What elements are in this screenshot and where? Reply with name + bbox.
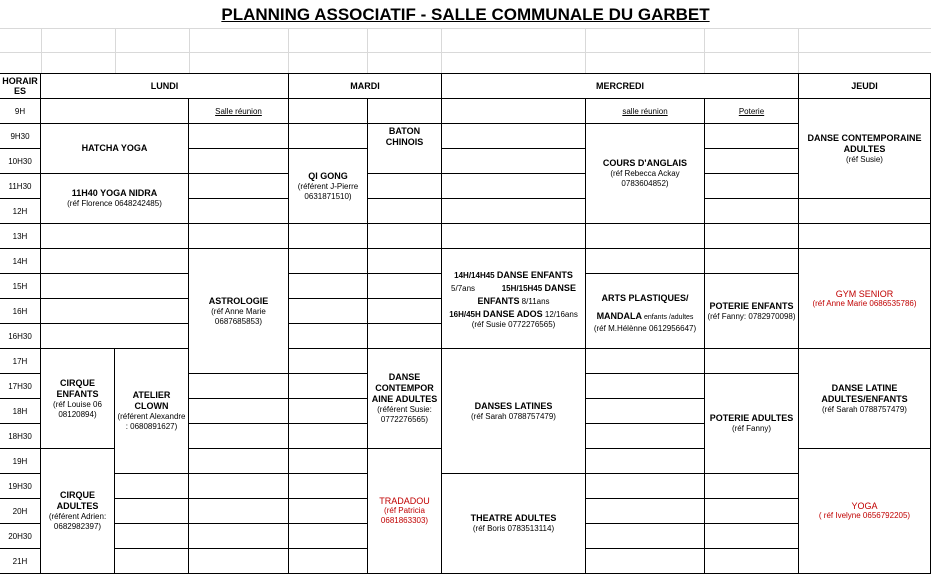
activity-yoga-nidra — [41, 174, 189, 224]
danse-line-2 — [451, 281, 576, 294]
header-lundi — [41, 74, 289, 99]
time-slot — [0, 124, 41, 149]
empty-cell — [189, 474, 289, 499]
activity-ref: (réf Louise 06 08120894) — [53, 399, 102, 419]
time-label: 17H30 — [8, 381, 32, 391]
empty-cell — [289, 374, 368, 399]
time-slot — [0, 449, 41, 474]
time-slot — [0, 274, 41, 299]
empty-cell — [705, 224, 799, 249]
gridline — [41, 28, 42, 73]
empty-cell — [289, 474, 368, 499]
activity-title: TRADADOU — [379, 496, 430, 506]
activity-title: CIRQUE ENFANTS — [56, 377, 99, 399]
activity-title: CIRQUE ADULTES — [56, 490, 99, 511]
activity-poterie-enfants — [705, 274, 799, 349]
danse-line-1 — [454, 268, 573, 281]
empty-cell — [41, 99, 189, 124]
time-label: 11H30 — [8, 181, 32, 191]
activity-title: GYM SENIOR — [835, 288, 894, 299]
empty-cell — [115, 524, 189, 549]
activity-ref: (réf Anne Marie 0687685853) — [211, 306, 266, 326]
empty-cell — [41, 224, 189, 249]
time-slot — [0, 324, 41, 349]
activity-atelier-clown — [115, 349, 189, 474]
activity-title: YOGA — [851, 501, 878, 511]
time-slot — [0, 349, 41, 374]
activity-title: POTERIE ADULTES — [709, 413, 794, 423]
activity-arts-plastiques — [586, 274, 705, 349]
empty-cell — [289, 549, 368, 574]
activity-ref: (réf Fanny: 0782970098) — [707, 311, 796, 321]
empty-cell — [41, 249, 189, 274]
activity-danse-contemporaine-adultes — [368, 349, 442, 449]
empty-cell — [289, 249, 368, 274]
activity-ref: (référent J-Pierre 0631871510) — [297, 181, 359, 201]
subheader-label: Poterie — [738, 106, 765, 116]
empty-cell — [189, 374, 289, 399]
activity-danse-enfants-ados — [442, 249, 586, 349]
activity-astrologie — [189, 249, 289, 374]
page-title: PLANNING ASSOCIATIF - SALLE COMMUNALE DU GARBET — [221, 5, 710, 24]
time-slot — [0, 474, 41, 499]
activity-title: DANSE — [544, 282, 576, 293]
gridline — [704, 28, 705, 73]
empty-cell — [705, 349, 799, 374]
empty-cell — [368, 299, 442, 324]
empty-cell — [586, 524, 705, 549]
empty-cell — [189, 524, 289, 549]
activity-tradadou — [368, 449, 442, 574]
time-label: 12H — [12, 206, 28, 216]
age-text: 5/7ans — [451, 283, 476, 293]
activity-ref: (réf Boris 0783513114) — [472, 524, 555, 533]
header-mercredi-label: MERCREDI — [595, 81, 644, 91]
time-slot — [0, 174, 41, 199]
time-slot — [0, 374, 41, 399]
time-text: 14H/14H45 — [454, 270, 497, 280]
time-slot — [0, 524, 41, 549]
activity-poterie-adultes — [705, 374, 799, 474]
gridline — [367, 28, 368, 73]
header-horaires — [0, 74, 41, 99]
empty-cell — [289, 99, 368, 124]
empty-cell — [115, 474, 189, 499]
time-slot — [0, 249, 41, 274]
activity-danses-latines — [442, 349, 586, 474]
time-label: 16H30 — [8, 331, 32, 341]
empty-cell — [586, 349, 705, 374]
time-label: 18H30 — [8, 431, 32, 441]
empty-cell — [289, 499, 368, 524]
empty-cell — [705, 174, 799, 199]
empty-cell — [368, 174, 442, 199]
activity-title: HATCHA YOGA — [81, 143, 148, 153]
activity-cirque-enfants — [41, 349, 115, 449]
empty-cell — [189, 124, 289, 149]
subheader-mercredi-poterie — [705, 99, 799, 124]
activity-title: POTERIE ENFANTS — [709, 300, 794, 311]
time-slot — [0, 399, 41, 424]
time-label: 13H — [12, 231, 28, 241]
time-slot — [0, 424, 41, 449]
header-mardi-label: MARDI — [350, 81, 380, 91]
activity-subtitle: enfants /adultes — [642, 314, 694, 321]
activity-ref: (réf Patricia 0681863303) — [380, 506, 429, 525]
activity-ref: (référent Adrien: 0682982397) — [48, 512, 107, 531]
time-label: 19H30 — [8, 481, 32, 491]
empty-cell — [705, 474, 799, 499]
activity-ref: (réf Sarah 0788757479) — [822, 404, 907, 414]
subheader-lundi-salle-reunion — [189, 99, 289, 124]
subheader-label: Salle réunion — [215, 106, 262, 116]
empty-cell — [289, 324, 368, 349]
empty-cell — [442, 124, 586, 149]
empty-cell — [115, 499, 189, 524]
empty-cell — [189, 499, 289, 524]
time-slot — [0, 299, 41, 324]
gridline — [0, 52, 931, 53]
subheader-label: salle réunion — [622, 106, 668, 116]
empty-cell — [705, 149, 799, 174]
empty-cell — [586, 374, 705, 399]
activity-danse-contemporaine-jeudi — [799, 99, 931, 199]
empty-cell — [368, 249, 442, 274]
empty-cell — [705, 549, 799, 574]
activity-title: ASTROLOGIE — [208, 295, 269, 306]
empty-cell — [289, 524, 368, 549]
activity-ref: (réf M.Hélènne 0612956647) — [593, 324, 697, 333]
empty-cell — [289, 349, 368, 374]
activity-yoga-jeudi — [799, 449, 931, 574]
empty-cell — [586, 474, 705, 499]
activity-title: DANSE CONTEMPORAINE ADULTES — [807, 132, 922, 154]
empty-cell — [189, 174, 289, 199]
activity-ref: (réf Rebecca Ackay 0783604852) — [610, 169, 680, 188]
activity-ref: (réf Fanny) — [731, 424, 772, 433]
time-slot — [0, 99, 41, 124]
empty-cell — [189, 224, 289, 249]
time-slot — [0, 499, 41, 524]
danse-line-4 — [449, 307, 578, 320]
activity-danse-latine — [799, 349, 931, 449]
empty-cell — [705, 249, 799, 274]
activity-title: BATON CHINOIS — [385, 126, 424, 147]
empty-cell — [289, 124, 368, 149]
activity-cirque-adultes — [41, 449, 115, 574]
empty-cell — [41, 324, 189, 349]
header-mercredi — [442, 74, 799, 99]
empty-cell — [586, 449, 705, 474]
activity-title: 11H40 YOGA NIDRA — [71, 188, 158, 198]
empty-cell — [705, 199, 799, 224]
empty-cell — [189, 549, 289, 574]
empty-cell — [289, 299, 368, 324]
arts-title-line — [588, 288, 702, 324]
gridline — [288, 28, 289, 73]
activity-title: THEATRE ADULTES — [470, 513, 557, 523]
empty-cell — [586, 399, 705, 424]
empty-cell — [289, 449, 368, 474]
activity-title: ENFANTS — [477, 295, 520, 306]
empty-cell — [289, 424, 368, 449]
activity-title: DANSE LATINE ADULTES/ENFANTS — [821, 382, 908, 404]
header-jeudi — [799, 74, 931, 99]
activity-ref: (référent Alexandre : 0680891627) — [117, 412, 186, 431]
empty-cell — [442, 224, 586, 249]
activity-title: DANSE ADOS — [482, 308, 543, 319]
age-text: 12/16ans — [542, 309, 578, 319]
empty-cell — [586, 549, 705, 574]
time-label: 19H — [12, 456, 28, 466]
activity-ref: (réf Sarah 0788757479) — [471, 411, 556, 421]
activity-theatre-adultes — [442, 474, 586, 574]
empty-cell — [442, 174, 586, 199]
empty-cell — [799, 224, 931, 249]
empty-cell — [586, 224, 705, 249]
time-label: 20H — [12, 506, 28, 516]
activity-baton-chinois — [368, 124, 442, 149]
activity-title: DANSES LATINES — [474, 400, 553, 411]
gridline — [585, 28, 586, 73]
empty-cell — [705, 124, 799, 149]
empty-cell — [189, 149, 289, 174]
activity-cours-anglais — [586, 124, 705, 224]
gridline — [115, 28, 116, 73]
activity-qi-gong — [289, 149, 368, 224]
subheader-mercredi-salle-reunion — [586, 99, 705, 124]
time-label: 18H — [12, 406, 28, 416]
time-text: 16H/45H — [449, 309, 483, 319]
gridline — [798, 28, 799, 73]
activity-ref: ( réf Ivelyne 0656792205) — [818, 511, 911, 520]
time-label: 15H — [12, 281, 28, 291]
empty-cell — [705, 524, 799, 549]
activity-title: QI GONG — [308, 170, 348, 181]
activity-ref: (référent Susie: 0772276565) — [377, 405, 432, 424]
empty-cell — [586, 499, 705, 524]
time-label: 17H — [12, 356, 28, 366]
age-text: 8/11ans — [519, 296, 550, 306]
empty-cell — [189, 449, 289, 474]
empty-cell — [115, 549, 189, 574]
activity-title: ATELIER CLOWN — [132, 390, 171, 411]
activity-ref: (réf Susie) — [846, 154, 883, 164]
empty-cell — [368, 99, 442, 124]
time-slot — [0, 224, 41, 249]
time-text: 15H/15H45 — [501, 283, 545, 293]
activity-gym-senior — [799, 249, 931, 349]
empty-cell — [368, 324, 442, 349]
header-horaires-label: HORAIR ES — [2, 76, 38, 96]
empty-cell — [368, 224, 442, 249]
time-label: 14H — [12, 256, 28, 266]
empty-cell — [189, 199, 289, 224]
empty-cell — [368, 274, 442, 299]
gridline — [441, 28, 442, 73]
danse-line-3 — [477, 294, 549, 307]
empty-cell — [586, 424, 705, 449]
header-jeudi-label: JEUDI — [851, 81, 878, 91]
time-label: 20H30 — [8, 531, 32, 541]
header-lundi-label: LUNDI — [150, 81, 179, 91]
empty-cell — [368, 149, 442, 174]
time-label: 21H — [12, 556, 28, 566]
header-mardi — [289, 74, 442, 99]
time-slot — [0, 549, 41, 574]
empty-cell — [289, 399, 368, 424]
empty-cell — [189, 399, 289, 424]
time-label: 9H30 — [10, 131, 30, 141]
activity-title: DANSE ENFANTS — [496, 269, 573, 280]
empty-cell — [41, 274, 189, 299]
empty-cell — [705, 499, 799, 524]
empty-cell — [442, 199, 586, 224]
time-slot — [0, 199, 41, 224]
activity-ref: (réf Florence 0648242485) — [67, 199, 162, 208]
empty-cell — [442, 149, 586, 174]
empty-cell — [799, 199, 931, 224]
activity-ref: (réf Susie 0772276565) — [471, 319, 556, 329]
time-slot — [0, 149, 41, 174]
activity-title: ARTS PLASTIQUES/ MANDALA — [596, 293, 689, 321]
activity-ref: (réf Anne Marie 0686535786) — [812, 298, 917, 308]
empty-cell — [289, 274, 368, 299]
empty-cell — [368, 199, 442, 224]
empty-cell — [41, 299, 189, 324]
empty-cell — [189, 424, 289, 449]
activity-title: COURS D'ANGLAIS — [602, 158, 688, 168]
activity-hatcha-yoga — [41, 124, 189, 174]
empty-cell — [289, 224, 368, 249]
activity-title: DANSE CONTEMPOR AINE ADULTES — [371, 372, 438, 404]
time-label: 9H — [14, 106, 26, 116]
empty-cell — [442, 99, 586, 124]
time-label: 16H — [12, 306, 28, 316]
time-label: 10H30 — [8, 156, 32, 166]
empty-cell — [586, 249, 705, 274]
gridline — [0, 28, 931, 29]
gridline — [189, 28, 190, 73]
